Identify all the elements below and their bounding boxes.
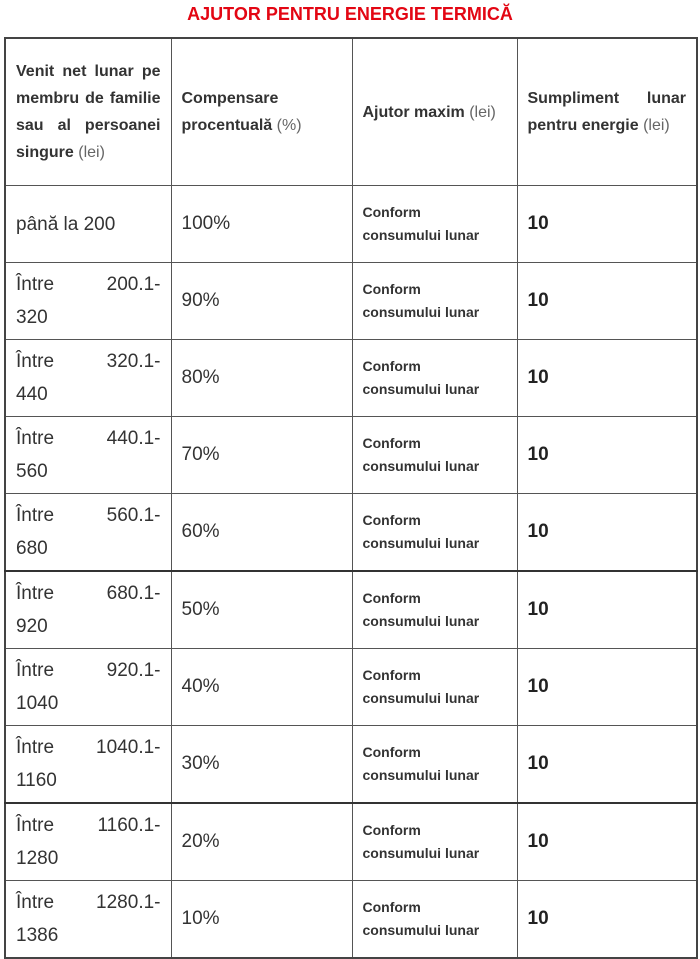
income-prefix: Între	[16, 583, 55, 604]
table-row	[5, 649, 697, 726]
header-supplement-label: Sumpliment lunar pentru energie	[527, 90, 686, 134]
cell-supplement: 10	[517, 340, 697, 417]
max-aid-line-2: consumului lunar	[362, 922, 480, 938]
cell-supplement: 10	[517, 263, 697, 340]
income-from: până la 200	[16, 213, 116, 235]
income-from: 1040.1-	[96, 737, 161, 758]
cell-supplement: 10	[517, 726, 697, 804]
cell-income	[5, 881, 171, 959]
cell-supplement: 10	[517, 571, 697, 649]
cell-supplement: 10	[517, 186, 697, 263]
income-range-line	[16, 731, 161, 764]
max-aid-line-2: consumului lunar	[362, 613, 480, 629]
header-supplement	[517, 38, 697, 186]
cell-compensation: 100%	[171, 186, 352, 263]
income-to: 680	[16, 538, 48, 559]
cell-income	[5, 340, 171, 417]
cell-compensation: 80%	[171, 340, 352, 417]
max-aid-line-2: consumului lunar	[362, 690, 480, 706]
header-compensation	[171, 38, 352, 186]
income-prefix: Între	[16, 428, 55, 449]
income-range-line	[16, 809, 161, 842]
table-row	[5, 186, 697, 263]
cell-max-aid	[352, 881, 517, 959]
income-from: 680.1-	[106, 583, 161, 604]
cell-max-aid	[352, 263, 517, 340]
cell-income	[5, 263, 171, 340]
max-aid-line-1: Conform	[362, 435, 421, 451]
income-from: 1160.1-	[97, 815, 161, 836]
max-aid-line-2: consumului lunar	[362, 458, 480, 474]
cell-compensation: 60%	[171, 494, 352, 572]
income-range-line	[16, 268, 161, 301]
income-prefix: Între	[16, 892, 55, 913]
cell-compensation: 40%	[171, 649, 352, 726]
max-aid-line-1: Conform	[362, 204, 421, 220]
income-to: 1160	[16, 770, 57, 791]
income-to: 1280	[16, 848, 59, 869]
header-compensation-unit: (%)	[276, 117, 302, 134]
max-aid-line-1: Conform	[362, 281, 421, 297]
max-aid-line-1: Conform	[362, 512, 421, 528]
income-to: 1386	[16, 925, 59, 946]
cell-compensation: 90%	[171, 263, 352, 340]
cell-max-aid	[352, 186, 517, 263]
cell-max-aid	[352, 417, 517, 494]
income-prefix: Între	[16, 274, 55, 295]
income-from: 320.1-	[106, 351, 161, 372]
table-row	[5, 726, 697, 804]
max-aid-line-1: Conform	[362, 822, 421, 838]
cell-compensation: 50%	[171, 571, 352, 649]
cell-income	[5, 649, 171, 726]
cell-max-aid	[352, 494, 517, 572]
header-max-aid-unit: (lei)	[469, 103, 496, 121]
cell-income	[5, 186, 171, 263]
energy-aid-table	[4, 37, 698, 959]
income-to: 1040	[16, 693, 59, 714]
table-header-row	[5, 38, 697, 186]
table-row	[5, 263, 697, 340]
cell-income	[5, 803, 171, 881]
cell-supplement: 10	[517, 649, 697, 726]
income-range-line	[16, 886, 161, 919]
page-title: AJUTOR PENTRU ENERGIE TERMICĂ	[187, 4, 513, 24]
header-income	[5, 38, 171, 186]
cell-supplement: 10	[517, 494, 697, 572]
cell-income	[5, 417, 171, 494]
max-aid-line-2: consumului lunar	[362, 767, 480, 783]
max-aid-line-2: consumului lunar	[362, 845, 480, 861]
header-max-aid	[352, 38, 517, 186]
cell-compensation: 70%	[171, 417, 352, 494]
max-aid-line-2: consumului lunar	[362, 535, 480, 551]
cell-max-aid	[352, 803, 517, 881]
max-aid-line-1: Conform	[362, 358, 421, 374]
header-supplement-unit: (lei)	[643, 117, 670, 134]
cell-max-aid	[352, 571, 517, 649]
max-aid-line-2: consumului lunar	[362, 227, 480, 243]
cell-compensation: 20%	[171, 803, 352, 881]
table-body	[5, 38, 697, 958]
income-prefix: Între	[16, 505, 55, 526]
income-prefix: Între	[16, 737, 55, 758]
income-range-line	[16, 654, 161, 687]
income-prefix: Între	[16, 351, 55, 372]
income-from: 200.1-	[106, 274, 161, 295]
header-income-unit: (lei)	[78, 144, 105, 161]
income-from: 920.1-	[106, 660, 161, 681]
income-range-line	[16, 577, 161, 610]
cell-compensation: 10%	[171, 881, 352, 959]
table-row	[5, 340, 697, 417]
cell-max-aid	[352, 726, 517, 804]
table-row	[5, 417, 697, 494]
cell-max-aid	[352, 649, 517, 726]
income-to: 560	[16, 461, 48, 482]
max-aid-line-1: Conform	[362, 899, 421, 915]
income-prefix: Între	[16, 660, 55, 681]
cell-supplement: 10	[517, 881, 697, 959]
cell-income	[5, 571, 171, 649]
header-income-label: Venit net lunar pe membru de familie sau al persoanei singure	[16, 63, 161, 161]
income-from: 440.1-	[106, 428, 161, 449]
income-to: 320	[16, 307, 48, 328]
max-aid-line-1: Conform	[362, 744, 421, 760]
income-to: 440	[16, 384, 48, 405]
table-row	[5, 803, 697, 881]
income-from: 560.1-	[106, 505, 161, 526]
header-compensation-label: Compensare procentuală	[181, 90, 279, 134]
income-to: 920	[16, 616, 48, 637]
table-row	[5, 571, 697, 649]
income-range-line	[16, 422, 161, 455]
income-range-line	[16, 499, 161, 532]
cell-supplement: 10	[517, 803, 697, 881]
header-max-aid-label: Ajutor maxim	[362, 103, 465, 121]
max-aid-line-1: Conform	[362, 590, 421, 606]
cell-max-aid	[352, 340, 517, 417]
cell-income	[5, 494, 171, 572]
cell-income	[5, 726, 171, 804]
max-aid-line-2: consumului lunar	[362, 304, 480, 320]
income-from: 1280.1-	[96, 892, 161, 913]
max-aid-line-2: consumului lunar	[362, 381, 480, 397]
income-prefix: Între	[16, 815, 55, 836]
table-row	[5, 494, 697, 572]
max-aid-line-1: Conform	[362, 667, 421, 683]
cell-compensation: 30%	[171, 726, 352, 804]
table-row	[5, 881, 697, 959]
income-range-line	[16, 345, 161, 378]
cell-supplement: 10	[517, 417, 697, 494]
